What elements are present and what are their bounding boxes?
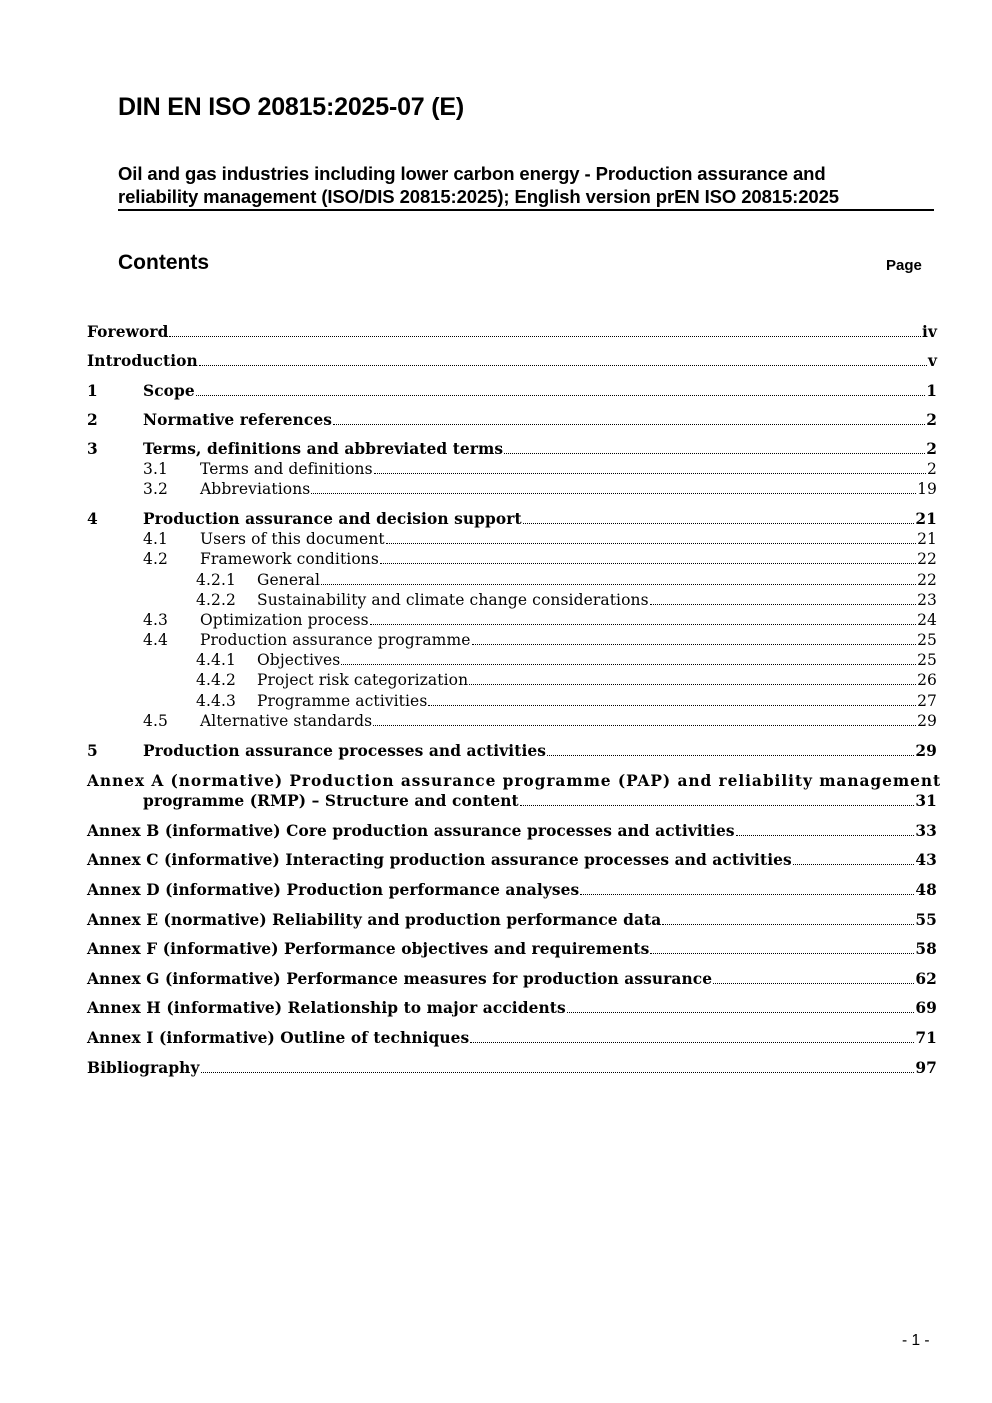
toc-entry-number: 4 — [87, 510, 98, 528]
toc-leader — [373, 725, 916, 726]
toc-entry-page: 25 — [917, 651, 937, 669]
toc-entry-number: 4.2.1 — [196, 571, 236, 589]
toc-entry-title: Annex D (informative) Production performance analyses — [87, 881, 580, 899]
toc-entry-number: 3.2 — [143, 480, 168, 498]
toc-leader — [567, 1012, 915, 1013]
toc-entry-title: Annex H (informative) Relationship to major accidents — [87, 999, 566, 1017]
toc-entry-title: Annex B (informative) Core production assurance processes and activities — [87, 822, 735, 840]
toc-entry-title: Production assurance and decision support — [143, 510, 522, 528]
toc-entry-title: Terms and definitions — [200, 460, 373, 478]
toc-entry-title: Alternative standards — [200, 712, 373, 730]
toc-entry-title: Annex F (informative) Performance objectives and requirements — [87, 940, 650, 958]
toc-entry-page: 31 — [915, 792, 937, 810]
toc-leader — [341, 664, 916, 665]
toc-entry[interactable] — [143, 529, 937, 549]
toc-entry-page: 21 — [917, 530, 937, 548]
toc-leader — [793, 864, 915, 865]
contents-heading: Contents — [118, 251, 209, 274]
toc-leader — [472, 644, 917, 645]
toc-entry-title: programme (RMP) – Structure and content — [143, 792, 519, 810]
toc-entry[interactable] — [87, 939, 937, 959]
toc-leader — [311, 493, 916, 494]
toc-entry-page: 22 — [917, 550, 937, 568]
toc-entry-number: 3.1 — [143, 460, 168, 478]
toc-entry[interactable] — [196, 691, 937, 711]
toc-leader — [713, 983, 914, 984]
toc-entry-page: 97 — [915, 1059, 937, 1077]
toc-leader — [470, 1042, 914, 1043]
toc-entry-title: Scope — [143, 382, 195, 400]
toc-entry-page: iv — [922, 323, 937, 341]
toc-entry-page: 2 — [926, 411, 937, 429]
toc-entry-title: General — [257, 571, 321, 589]
toc-entry[interactable] — [87, 910, 937, 930]
toc-entry[interactable] — [87, 439, 937, 459]
toc-entry[interactable] — [143, 610, 937, 630]
toc-entry-page: 2 — [926, 440, 937, 458]
toc-entry-number: 4.1 — [143, 530, 168, 548]
toc-entry[interactable] — [196, 670, 937, 690]
toc-entry[interactable] — [87, 351, 937, 371]
toc-entry-page: 29 — [915, 742, 937, 760]
toc-leader — [428, 705, 916, 706]
toc-entry-page: 22 — [917, 571, 937, 589]
toc-entry-page: 27 — [917, 692, 937, 710]
toc-entry-title: Project risk categorization — [257, 671, 469, 689]
toc-entry-number: 4.4.3 — [196, 692, 236, 710]
toc-entry-title: Production assurance processes and activities — [143, 742, 547, 760]
toc-leader — [580, 894, 914, 895]
toc-entry[interactable] — [196, 590, 937, 610]
toc-entry-title: Annex E (normative) Reliability and production performance data — [87, 911, 662, 929]
toc-leader — [196, 395, 925, 396]
toc-entry[interactable] — [143, 479, 937, 499]
toc-entry-page: 33 — [915, 822, 937, 840]
toc-leader — [370, 624, 916, 625]
toc-entry-title: Production assurance programme — [200, 631, 471, 649]
toc-entry[interactable] — [87, 998, 937, 1018]
toc-entry[interactable] — [143, 459, 937, 479]
toc-entry-page: 21 — [915, 510, 937, 528]
toc-entry-page: 48 — [915, 881, 937, 899]
toc-entry-page: 55 — [915, 911, 937, 929]
toc-entry-title: Introduction — [87, 352, 198, 370]
toc-entry-number: 4.5 — [143, 712, 168, 730]
toc-entry-title: Sustainability and climate change considerations — [257, 591, 649, 609]
toc-entry-title: Optimization process — [200, 611, 369, 629]
toc-entry-page: 25 — [917, 631, 937, 649]
toc-entry-title: Terms, definitions and abbreviated terms — [143, 440, 504, 458]
toc-entry-page: 29 — [917, 712, 937, 730]
toc-entry[interactable] — [87, 322, 937, 342]
toc-entry-number: 4.4.2 — [196, 671, 236, 689]
toc-entry-title: Annex I (informative) Outline of techniques — [87, 1029, 470, 1047]
toc-entry-number: 4.4 — [143, 631, 168, 649]
toc-entry-page: 1 — [926, 382, 937, 400]
toc-entry-title: Programme activities — [257, 692, 428, 710]
toc-entry[interactable] — [87, 381, 937, 401]
toc-entry[interactable] — [143, 791, 937, 811]
toc-leader — [650, 604, 916, 605]
toc-leader — [201, 1072, 915, 1073]
toc-entry-title: Annex G (informative) Performance measures for production assurance — [87, 970, 713, 988]
toc-leader — [386, 543, 916, 544]
toc-entry-page: 23 — [917, 591, 937, 609]
toc-entry[interactable] — [143, 549, 937, 569]
toc-entry-page: 71 — [915, 1029, 937, 1047]
toc-entry-title: Framework conditions — [200, 550, 379, 568]
toc-leader — [650, 953, 914, 954]
footer-page-number: - 1 - — [902, 1332, 930, 1349]
toc-entry-number: 2 — [87, 411, 98, 429]
toc-entry-number: 1 — [87, 382, 98, 400]
toc-entry-number: 3 — [87, 440, 98, 458]
toc-entry-page: 62 — [915, 970, 937, 988]
toc-leader — [333, 424, 925, 425]
toc-leader — [169, 336, 921, 337]
toc-entry-number: 4.2.2 — [196, 591, 236, 609]
toc-leader — [469, 684, 916, 685]
toc-entry[interactable] — [87, 969, 937, 989]
toc-entry[interactable] — [196, 570, 937, 590]
page-column-label: Page — [886, 257, 922, 274]
toc-entry-page: 26 — [917, 671, 937, 689]
document-title-line-2: reliability management (ISO/DIS 20815:2025); English version prEN ISO 20815:2025 — [118, 185, 839, 207]
toc-entry-number: 4.4.1 — [196, 651, 236, 669]
toc-entry[interactable] — [87, 880, 937, 900]
toc-entry[interactable] — [87, 741, 937, 761]
toc-leader — [520, 805, 915, 806]
toc-entry[interactable] — [196, 650, 937, 670]
toc-entry[interactable] — [87, 1028, 937, 1048]
toc-entry-page: 58 — [915, 940, 937, 958]
toc-entry-title: Abbreviations — [200, 480, 311, 498]
toc-entry[interactable] — [87, 850, 937, 870]
toc-entry-number: 5 — [87, 742, 98, 760]
toc-entry-title: Users of this document — [200, 530, 385, 548]
toc-entry-page: 43 — [915, 851, 937, 869]
toc-leader — [523, 523, 915, 524]
toc-leader — [736, 835, 915, 836]
toc-entry-title: Bibliography — [87, 1059, 200, 1077]
toc-leader — [504, 453, 925, 454]
toc-leader — [321, 584, 916, 585]
toc-entry-title: Foreword — [87, 323, 169, 341]
document-id: DIN EN ISO 20815:2025-07 (E) — [118, 93, 464, 121]
toc-entry-page: 2 — [927, 460, 937, 478]
toc-entry-page: 19 — [917, 480, 937, 498]
toc-entry[interactable] — [87, 1058, 937, 1078]
toc-entry[interactable] — [143, 630, 937, 650]
toc-leader — [374, 473, 926, 474]
toc-entry-title: Normative references — [143, 411, 332, 429]
toc-entry-annex-a-line-1[interactable]: Annex A (normative) Production assurance programme (PAP) and reliability management — [87, 772, 942, 790]
toc-entry-page: 69 — [915, 999, 937, 1017]
toc-entry-number: 4.3 — [143, 611, 168, 629]
toc-entry-title: Annex C (informative) Interacting production assurance processes and activities — [87, 851, 792, 869]
toc-entry[interactable] — [87, 821, 937, 841]
toc-entry[interactable] — [87, 509, 937, 529]
toc-leader — [662, 924, 914, 925]
toc-leader — [380, 563, 916, 564]
toc-entry[interactable] — [87, 410, 937, 430]
document-title-line-1: Oil and gas industries including lower carbon energy - Production assurance and — [118, 163, 826, 184]
toc-entry-title: Objectives — [257, 651, 341, 669]
toc-entry-number: 4.2 — [143, 550, 168, 568]
toc-entry[interactable] — [143, 711, 937, 731]
toc-leader — [547, 755, 914, 756]
toc-entry-page: v — [927, 352, 937, 370]
toc-entry-page: 24 — [917, 611, 937, 629]
toc-leader — [199, 365, 927, 366]
